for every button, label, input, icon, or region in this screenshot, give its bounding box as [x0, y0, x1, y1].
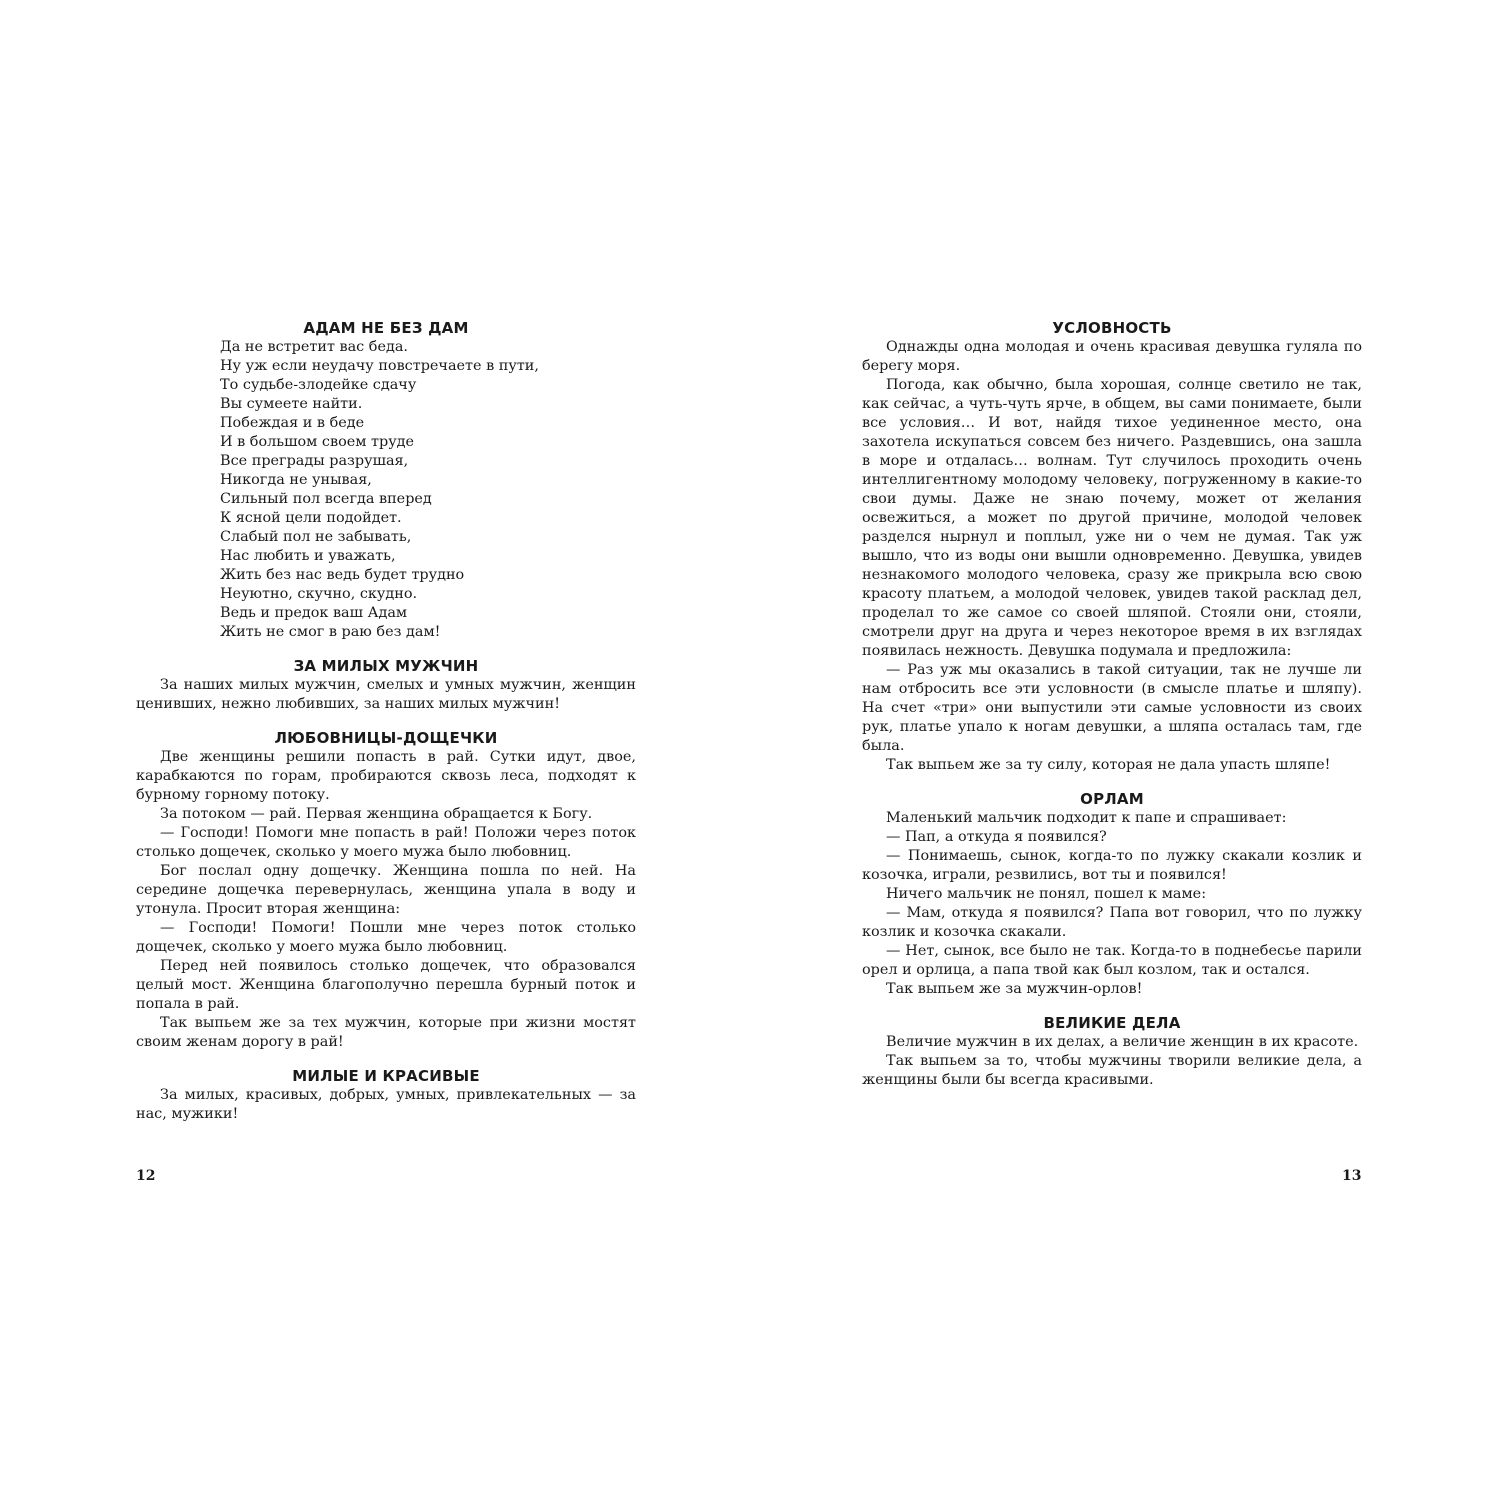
poem-line: Жить не смог в раю без дам! [220, 624, 441, 640]
page-number-right: 13 [1342, 1168, 1362, 1184]
paragraph: За милых, красивых, добрых, умных, привлекательных — за нас, мужики! [136, 1087, 636, 1122]
poem-line: То судьбе-злодейке сдачу [220, 377, 417, 393]
paragraph: — Господи! Помоги! Пошли мне через поток столько дощечек, сколько у моего мужа было любовниц. [136, 920, 636, 955]
poem-line: И в большом своем труде [220, 434, 415, 450]
paragraph: Маленький мальчик подходит к папе и спрашивает: [886, 810, 1287, 826]
section-uslovnost [862, 318, 1362, 775]
paragraph: — Господи! Помоги мне попасть в рай! Положи через поток столько дощечек, сколько у моего мужа было любовниц. [136, 825, 636, 860]
poem-line: Жить без нас ведь будет трудно [220, 567, 465, 583]
paragraph: Бог послал одну дощечку. Женщина пошла по ней. На середине дощечка перевернулась, женщина упала в воду и утонула. Просит вторая женщина: [136, 863, 636, 917]
poem-line: Неуютно, скучно, скудно. [220, 586, 418, 602]
paragraph: — Раз уж мы оказались в такой ситуации, так не лучше ли нам отбросить все эти условности (в смысле платье и шляпу). На счет «три» они выпустили эти самые условности из своих рук, платье упало к ногам девушки, а шляпа осталась там, где была. [862, 662, 1362, 754]
poem-line: Ну уж если неудачу повстречаете в пути, [220, 358, 539, 374]
paragraph: Погода, как обычно, была хорошая, солнце светило не так, как сейчас, а чуть-чуть ярче, в общем, вы сами понимаете, были все условия… И вот, найдя тихое уединенное место, она захотела искупаться совсем без ничего. Раздевшись, она зашла в море и отдалась… волнам. Тут случилось проходить очень интеллигентному молодому человеку, погруженному в какие-то свои думы. Даже не знаю почему, может от желания освежиться, а может по другой причине, молодой человек разделся нырнул и поплыл, уже ни о чем не думая. Так уж вышло, что из воды они вышли одновременно. Девушка, увидев незнакомого молодого человека, сразу же прикрыла всю свою красоту платьем, а молодой человек, увидев такой расклад дел, проделал то же самое со своей шляпой. Стояли они, стояли, смотрели друг на друга и через некоторое время в их взглядах появилась нежность. Девушка подумала и предложила: [862, 377, 1362, 659]
page-number-left: 12 [136, 1168, 156, 1184]
poem-line: Сильный пол всегда вперед [220, 491, 432, 507]
right-page [862, 318, 1362, 1090]
paragraph: Однажды одна молодая и очень красивая девушка гуляла по берегу моря. [862, 339, 1362, 374]
poem-line: Все преграды разрушая, [220, 453, 409, 469]
paragraph: — Понимаешь, сынок, когда-то по лужку скакали козлик и козочка, играли, резвились, вот ты и появился! [862, 848, 1362, 883]
paragraph: — Пап, а откуда я появился? [886, 829, 1107, 845]
poem [220, 338, 636, 642]
poem-line: Вы сумеете найти. [220, 396, 363, 412]
paragraph: Перед ней появилось столько дощечек, что образовался целый мост. Женщина благополучно перешла бурный поток и попала в рай. [136, 958, 636, 1012]
section-title: ЛЮБОВНИЦЫ-ДОЩЕЧКИ [274, 729, 498, 747]
paragraph: Так выпьем за то, чтобы мужчины творили великие дела, а женщины были бы всегда красивыми. [862, 1053, 1362, 1088]
poem-line: Слабый пол не забывать, [220, 529, 412, 545]
poem-line: Нас любить и уважать, [220, 548, 396, 564]
paragraph: Величие мужчин в их делах, а величие женщин в их красоте. [886, 1034, 1359, 1050]
section-adam [136, 318, 636, 642]
paragraph: — Мам, откуда я появился? Папа вот говорил, что по лужку козлик и козочка скакали. [862, 905, 1362, 940]
paragraph: — Нет, сынок, все было не так. Когда-то в поднебесье парили орел и орлица, а папа твой как был козлом, так и остался. [862, 943, 1362, 978]
paragraph: Две женщины решили попасть в рай. Сутки идут, двое, карабкаются по горам, пробираются сквозь леса, подходят к бурному горному потоку. [136, 749, 636, 803]
section-title: ОРЛАМ [1080, 790, 1144, 808]
paragraph: Ничего мальчик не понял, пошел к маме: [886, 886, 1207, 902]
paragraph: За наших милых мужчин, смелых и умных мужчин, женщин ценивших, нежно любивших, за наших милых мужчин! [136, 677, 636, 712]
poem-line: Никогда не унывая, [220, 472, 372, 488]
section-title: УСЛОВНОСТЬ [1052, 319, 1172, 337]
paragraph: Так выпьем же за тех мужчин, которые при жизни мостят своим женам дорогу в рай! [136, 1015, 636, 1050]
section-za-milyh-muzhchin [136, 656, 636, 714]
paragraph: За потоком — рай. Первая женщина обращается к Богу. [160, 806, 593, 822]
section-orlam [862, 789, 1362, 999]
paragraph: Так выпьем же за мужчин-орлов! [886, 981, 1143, 997]
poem-line: К ясной цели подойдет. [220, 510, 402, 526]
paragraph: Так выпьем же за ту силу, которая не дала упасть шляпе! [886, 757, 1331, 773]
left-page [136, 318, 636, 1124]
section-lyubovnitsy-doshchechki [136, 728, 636, 1052]
poem-line: Ведь и предок ваш Адам [220, 605, 408, 621]
section-title: МИЛЫЕ И КРАСИВЫЕ [292, 1067, 480, 1085]
poem-line: Да не встретит вас беда. [220, 339, 408, 355]
section-title: АДАМ НЕ БЕЗ ДАМ [303, 319, 469, 337]
poem-line: Побеждая и в беде [220, 415, 365, 431]
section-velikie-dela [862, 1013, 1362, 1090]
section-title: ЗА МИЛЫХ МУЖЧИН [293, 657, 479, 675]
section-milye-i-krasivye [136, 1066, 636, 1124]
section-title: ВЕЛИКИЕ ДЕЛА [1043, 1014, 1181, 1032]
